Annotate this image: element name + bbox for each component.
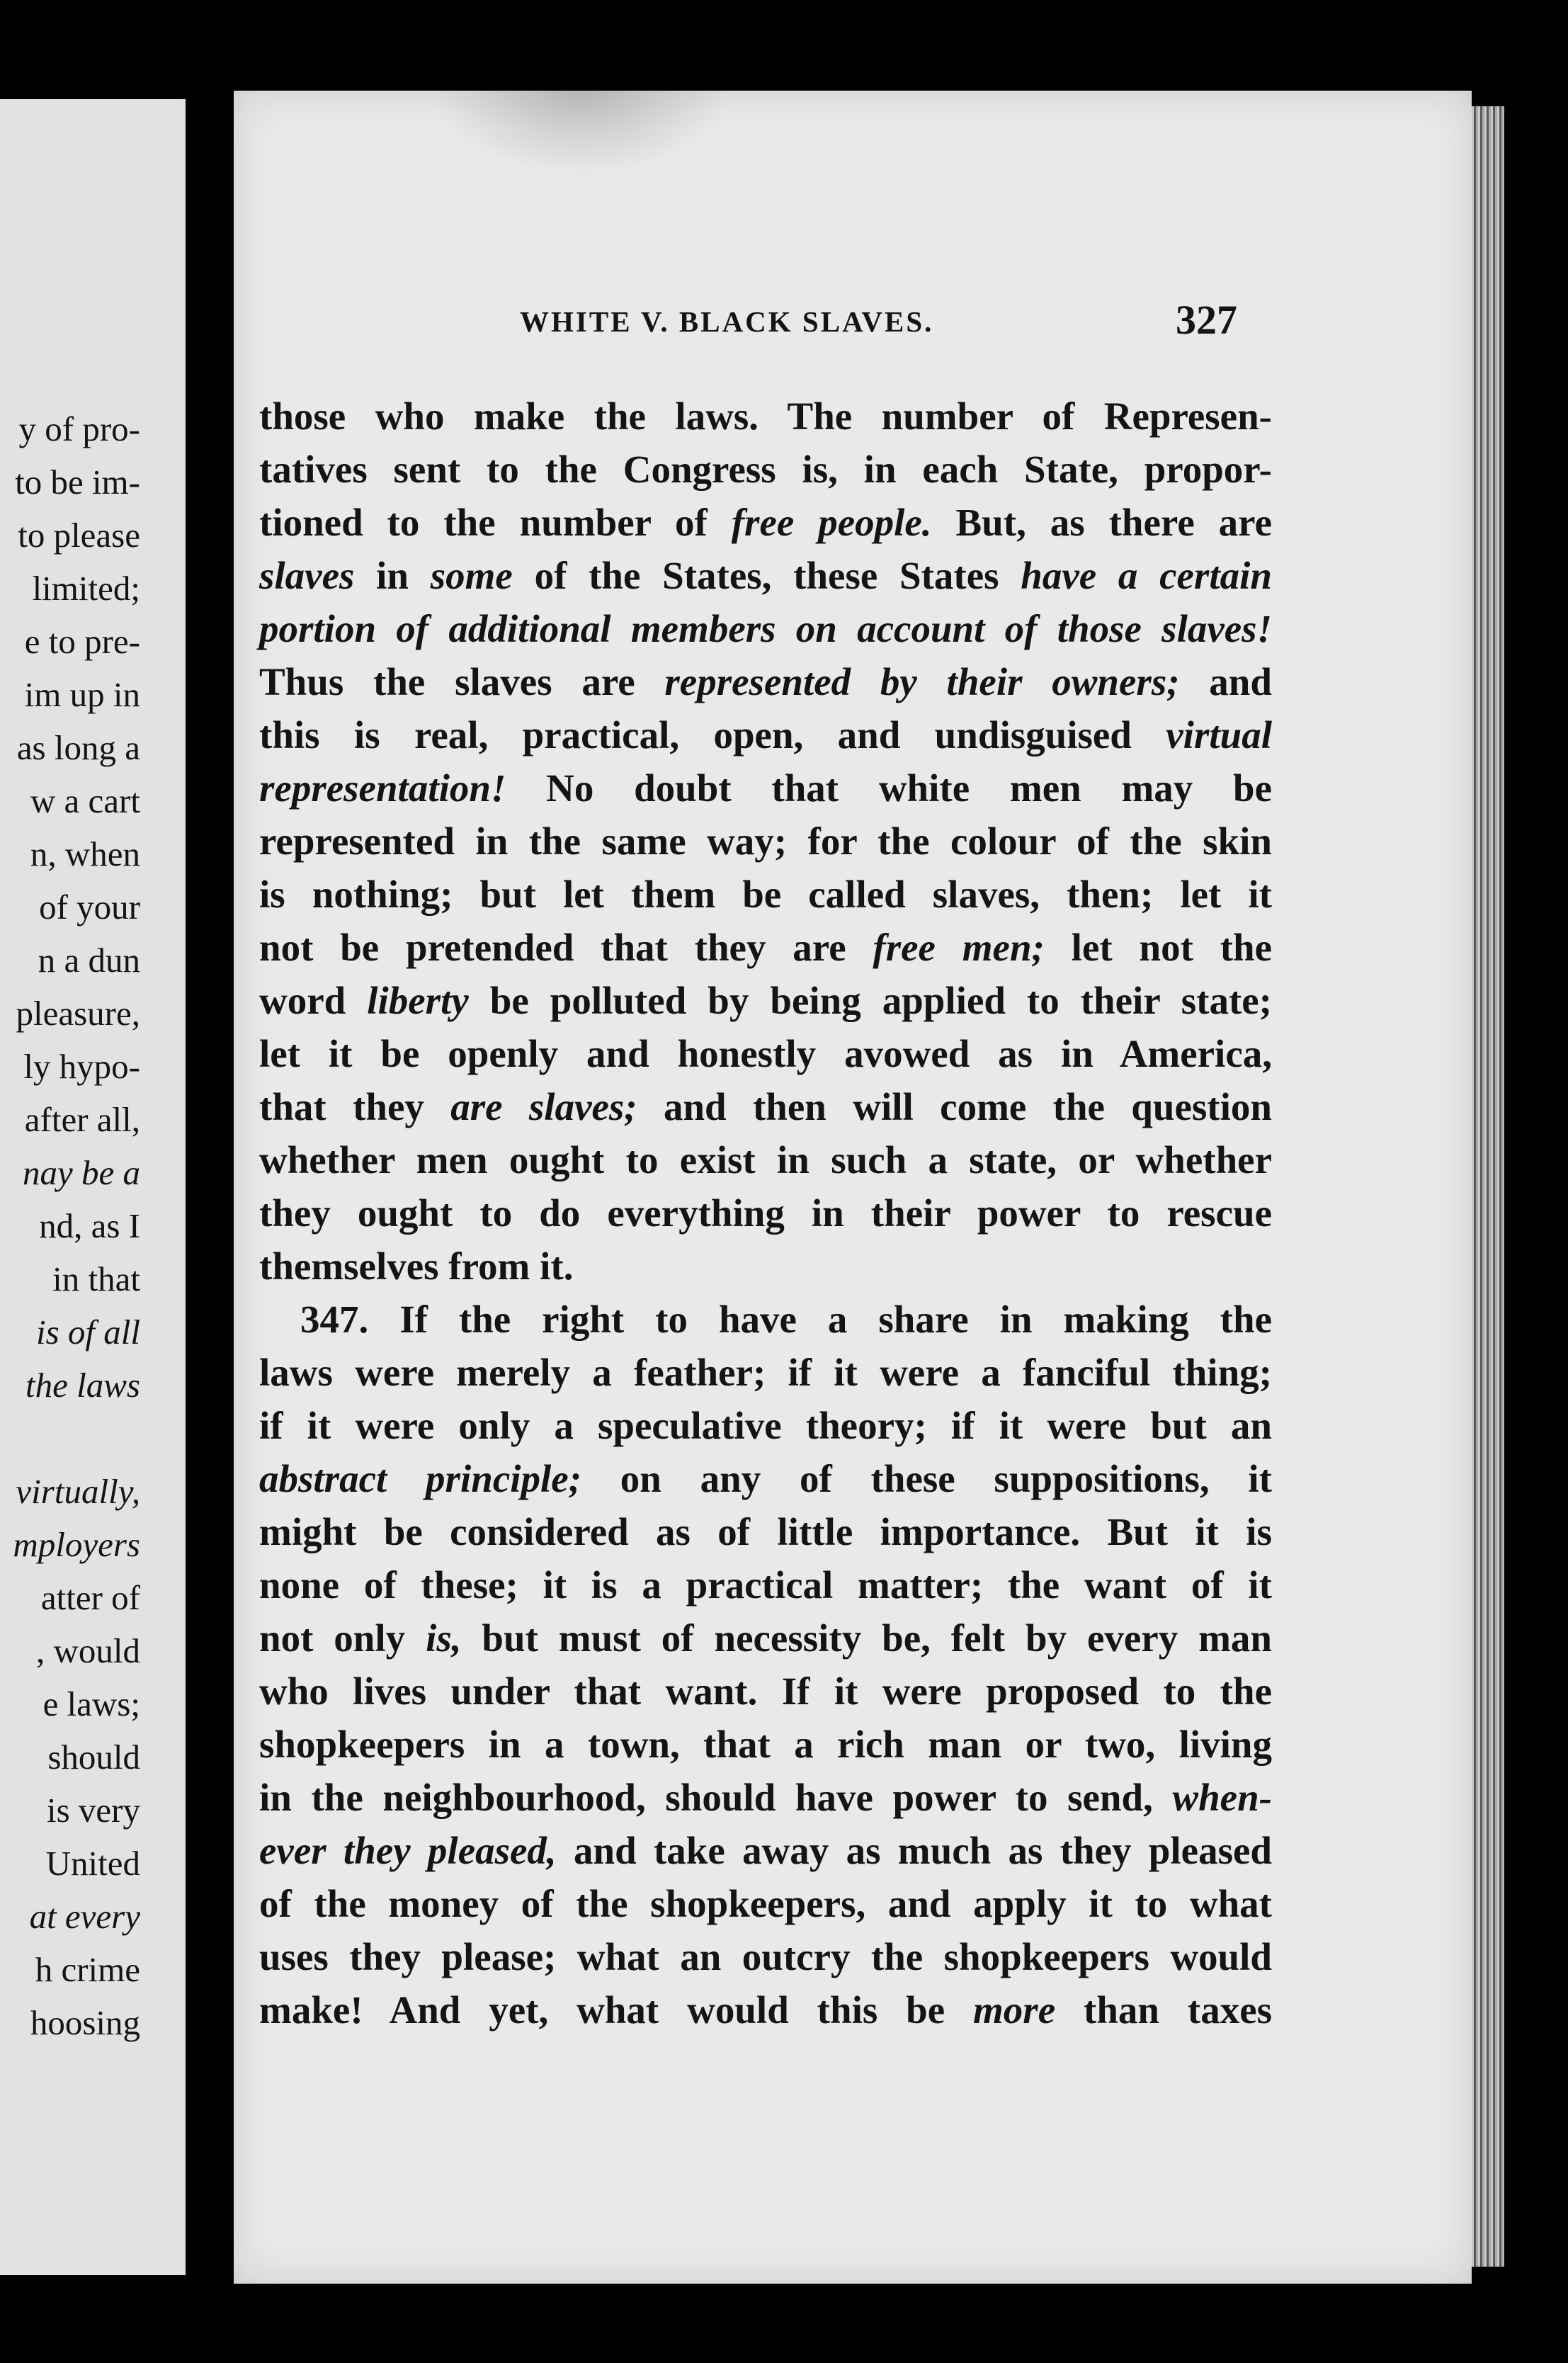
left-page-line: atter of [40,1578,140,1617]
left-page-line: the laws [25,1366,140,1405]
text-line: not only is, but must of necessity be, felt by every man [259,1616,1272,1660]
text-line: none of these; it is a practical matter; the want of it [259,1563,1272,1606]
paragraph-start: 347. If the right to have a share in making the [300,1298,1272,1341]
left-page-line: limited; [32,569,140,608]
left-page-line: w a cart [30,781,140,820]
left-page-fragment [0,99,186,2275]
left-page-line: is very [47,1791,140,1830]
left-page-line: nd, as I [39,1206,140,1245]
text-line: might be considered as of little importance. But it is [259,1510,1272,1553]
left-page-line: after all, [24,1100,140,1139]
text-line: Thus the slaves are represented by their owners; and [259,660,1272,703]
text-line: tioned to the number of free people. But, as there are [259,501,1273,544]
text-line: not be pretended that they are free men; let not the [259,926,1273,969]
text-line: that they are slaves; and then will come the question [259,1085,1272,1128]
running-head [234,296,1472,353]
left-page-line: as long a [16,728,140,767]
text-line: of the money of the shopkeepers, and apply it to what [259,1882,1272,1925]
left-page-line: is of all [35,1313,140,1352]
text-line: if it were only a speculative theory; if it were but an [259,1404,1272,1447]
text-line: word liberty be polluted by being applied to their state; [259,979,1272,1022]
left-page-line: to be im- [15,463,140,502]
text-line: portion of additional members on account of those slaves! [259,607,1272,650]
text-line: represented in the same way; for the colour of the skin [259,820,1272,863]
left-page-line: e laws; [42,1684,140,1723]
text-line: whether men ought to exist in such a state, or whether [259,1138,1272,1182]
page-smudge [432,91,729,176]
left-page-line: mployers [13,1525,140,1564]
left-page-line: h crime [35,1950,140,1989]
text-line: who lives under that want. If it were proposed to the [259,1670,1272,1713]
left-page-line: n a dun [38,941,140,980]
left-page-line: in that [52,1259,140,1298]
text-line: this is real, practical, open, and undisguised virtual [259,713,1272,756]
left-page-lines [0,402,140,2049]
left-page-line: pleasure, [16,994,140,1033]
running-title: WHITE V. BLACK SLAVES. [520,305,934,338]
text-line: let it be openly and honestly avowed as in America, [259,1032,1272,1075]
left-page-line [0,1412,140,1465]
left-page-line: im up in [24,675,140,714]
left-page-line: virtually, [16,1472,140,1511]
body-text [259,390,1272,2036]
left-page-line: to please [18,516,140,555]
text-line: slaves in some of the States, these States have a certain [259,554,1272,597]
page-edges [1472,106,1504,2267]
text-line: those who make the laws. The number of Represen- [259,395,1272,438]
left-page-line: at every [29,1897,140,1936]
left-page-line: n, when [30,834,140,873]
text-line: abstract principle; on any of these suppositions, it [259,1457,1272,1500]
text-line: uses they please; what an outcry the shopkeepers would [259,1935,1272,1978]
text-line: themselves from it. [259,1245,574,1288]
left-page-line: hoosing [30,2003,140,2042]
left-page-line: ly hypo- [23,1047,140,1086]
text-line: representation! No doubt that white men may be [259,766,1272,810]
left-page-line: United [45,1844,140,1883]
text-line: in the neighbourhood, should have power to send, when- [259,1776,1272,1819]
text-line: they ought to do everything in their power to rescue [259,1191,1272,1235]
text-line: tatives sent to the Congress is, in each State, propor- [259,448,1272,491]
left-page-line: e to pre- [24,622,140,661]
left-page-line: nay be a [23,1153,140,1192]
text-line: shopkeepers in a town, that a rich man or two, living [259,1723,1272,1766]
left-page-line: , would [36,1631,140,1670]
left-page-line: y of pro- [18,409,140,448]
text-line: laws were merely a feather; if it were a fanciful thing; [259,1351,1272,1394]
left-page-line: of your [39,888,140,926]
book-page [234,91,1472,2284]
left-page-line: should [47,1738,140,1776]
text-line: ever they pleased, and take away as much as they pleased [259,1829,1272,1872]
page-number: 327 [1176,297,1237,343]
text-line: make! And yet, what would this be more than taxes [259,1988,1273,2032]
text-line: is nothing; but let them be called slaves, then; let it [259,873,1272,916]
